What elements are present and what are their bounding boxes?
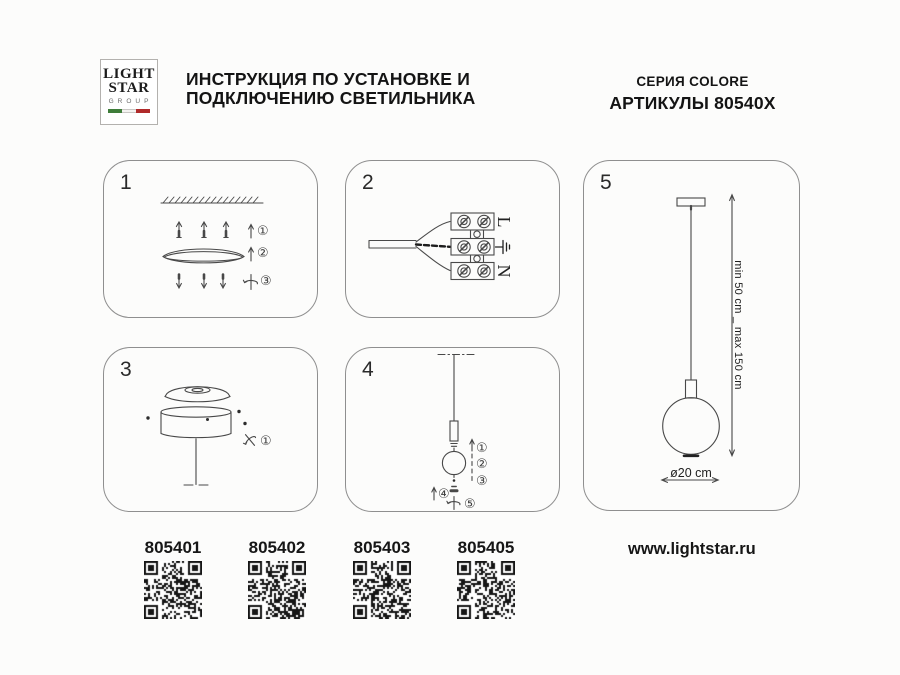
series-header bbox=[570, 74, 815, 114]
diameter-label: ø20 cm bbox=[670, 466, 712, 480]
panel-3-number: 3 bbox=[120, 358, 132, 381]
screw-rotate-icon bbox=[240, 431, 259, 450]
lightstar-logo bbox=[100, 59, 158, 125]
article-number: 805402 bbox=[248, 538, 306, 557]
terminal-label-l: L bbox=[494, 216, 515, 228]
panel-step-4 bbox=[345, 347, 560, 512]
article-number: 805403 bbox=[353, 538, 411, 557]
italian-flag-icon bbox=[101, 109, 157, 113]
screw-rotate-icon bbox=[243, 275, 257, 290]
lamp-body-cylinder bbox=[161, 407, 231, 438]
panel-step-2 bbox=[345, 160, 560, 318]
qr-code bbox=[248, 561, 306, 619]
shade-assembly-diagram bbox=[346, 348, 561, 513]
qr-code bbox=[457, 561, 515, 619]
terminal-screws bbox=[458, 215, 490, 277]
series-name: СЕРИЯ COLORE bbox=[636, 74, 749, 89]
glass-ball-shade bbox=[442, 451, 465, 474]
socket-tube bbox=[686, 380, 697, 398]
panel-step-5 bbox=[583, 160, 800, 511]
step-arrow-1 bbox=[249, 225, 254, 239]
website-url: www.lightstar.ru bbox=[628, 540, 756, 558]
panel-4-number: 4 bbox=[362, 358, 374, 381]
qr-code bbox=[144, 561, 202, 619]
flag-red-segment bbox=[136, 109, 150, 113]
qr-code bbox=[353, 561, 411, 619]
glass-ball-shade bbox=[663, 398, 720, 455]
article-number: 805405 bbox=[457, 538, 515, 557]
ceiling-hatch bbox=[163, 197, 259, 203]
anchor-screws-up bbox=[176, 222, 228, 238]
step-number-1: ① bbox=[260, 434, 272, 449]
terminal-block bbox=[451, 213, 494, 280]
step-number-1: ① bbox=[257, 224, 269, 239]
ceiling-plate bbox=[677, 198, 705, 206]
article-number: 805401 bbox=[144, 538, 202, 557]
ceiling-mount-diagram bbox=[104, 161, 319, 319]
step-number-4: ④ bbox=[438, 487, 450, 502]
page-title-line2: ПОДКЛЮЧЕНИЮ СВЕТИЛЬНИКА bbox=[186, 88, 476, 108]
socket-tube bbox=[450, 421, 458, 451]
final-pendant-diagram bbox=[584, 161, 801, 512]
panel-step-3 bbox=[103, 347, 318, 512]
panel-2-number: 2 bbox=[362, 171, 374, 194]
screws-down bbox=[177, 275, 226, 289]
articles-code: АРТИКУЛЫ 80540X bbox=[609, 93, 776, 113]
step-number-5: ⑤ bbox=[464, 497, 476, 512]
flag-white-segment bbox=[122, 109, 136, 113]
panel-step-1 bbox=[103, 160, 318, 318]
panel-1-number: 1 bbox=[120, 171, 132, 194]
body-assembly-diagram bbox=[104, 348, 319, 513]
page-title-line1: ИНСТРУКЦИЯ ПО УСТАНОВКЕ И bbox=[186, 69, 470, 89]
earth-symbol bbox=[496, 241, 510, 254]
logo-word-light: LIGHT bbox=[103, 66, 155, 82]
rod-and-base bbox=[184, 439, 208, 485]
flag-green-segment bbox=[108, 109, 122, 113]
step-arrow-2 bbox=[249, 248, 254, 262]
step-arrow-4 bbox=[432, 488, 436, 501]
bottom-fitting-parts bbox=[451, 475, 457, 491]
logo-word-star: STAR bbox=[108, 80, 150, 96]
step-number-1: ① bbox=[476, 441, 488, 456]
step-number-2: ② bbox=[257, 246, 269, 261]
supply-cable bbox=[369, 222, 450, 271]
height-range-label: min 50 cm _ max 150 cm bbox=[732, 260, 744, 390]
wiring-diagram bbox=[346, 161, 561, 319]
step-arrows-right bbox=[470, 440, 474, 485]
panel-5-number: 5 bbox=[600, 171, 612, 194]
terminal-label-n: N bbox=[494, 264, 515, 278]
step-number-3: ③ bbox=[476, 474, 488, 489]
canopy-dome bbox=[165, 387, 230, 402]
logo-word-group: GROUP bbox=[108, 98, 153, 105]
page-title bbox=[186, 70, 516, 108]
canopy-shape bbox=[163, 249, 244, 263]
step-number-2: ② bbox=[476, 457, 488, 472]
step-number-3: ③ bbox=[260, 274, 272, 289]
